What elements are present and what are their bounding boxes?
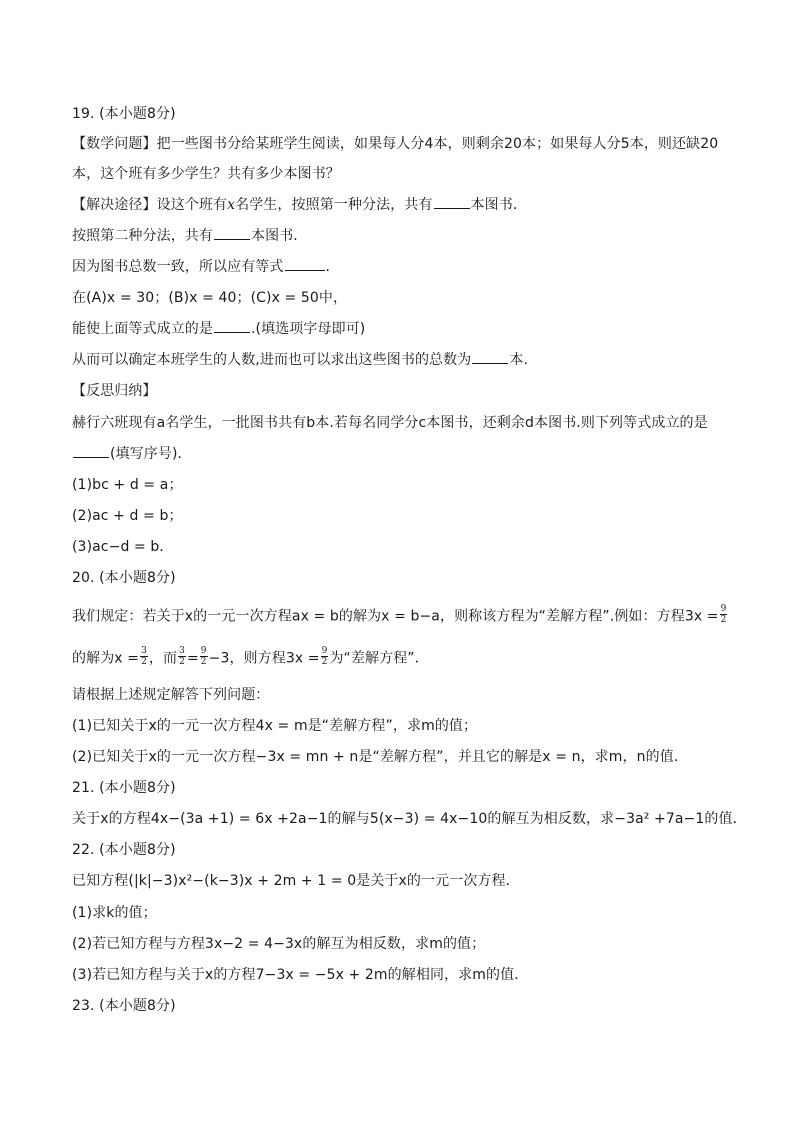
definition-text: 我们规定：若关于x的一元一次方程ax = b的解为x = b−a，则称该方程为“差解方程”.例如：方程3x = bbox=[72, 608, 719, 625]
q20-ask: 请根据上述规定解答下列问题： bbox=[72, 687, 270, 703]
fraction-numerator: 9 bbox=[720, 604, 727, 614]
choose-text-a: 能使上面等式成立的是 bbox=[72, 321, 213, 337]
q19-header: 19. (本小题8分) bbox=[72, 106, 176, 122]
q19-item-2: (2)ac + d = b； bbox=[72, 508, 183, 524]
q21-text: 关于x的方程4x−(3a +1) = 6x +2a−1的解与5(x−3) = 4x−10的解互为相反数，求−3a² +7a−1的值． bbox=[72, 811, 747, 827]
equation-text-b: ． bbox=[325, 259, 340, 275]
fraction-three-halves bbox=[178, 646, 186, 667]
second-text-b: 本图书． bbox=[251, 228, 308, 244]
q19-equation bbox=[72, 257, 340, 277]
q22-sub-2: (2)若已知方程与方程3x−2 = 4−3x的解互为相反数，求m的值； bbox=[72, 936, 486, 952]
approach-text-a: 设这个班有 bbox=[156, 197, 228, 213]
q22-text: 已知方程(|k|−3)x²−(k−3)x + 2m + 1 = 0是关于x的一元一次方程． bbox=[72, 873, 520, 889]
fill-text: (填写序号)． bbox=[110, 446, 192, 462]
q19-options: 在(A)x = 30；(B)x = 40；(C)x = 50中， bbox=[72, 290, 348, 306]
answer-blank bbox=[285, 257, 325, 271]
fraction-denominator: 2 bbox=[720, 615, 727, 625]
answer-blank bbox=[434, 195, 470, 209]
example-text-b: ，而 bbox=[148, 650, 178, 667]
answer-blank bbox=[214, 319, 250, 333]
example-text-c: = bbox=[186, 650, 199, 667]
q20-sub-2: (2)已知关于x的一元一次方程−3x = mn + n是“差解方程”，并且它的解是x = n，求m，n的值． bbox=[72, 749, 688, 765]
q19-item-1: (1)bc + d = a； bbox=[72, 477, 183, 493]
fraction-denominator: 2 bbox=[179, 657, 185, 667]
q19-choose bbox=[72, 319, 365, 339]
fraction-numerator: 3 bbox=[179, 646, 185, 656]
fraction-three-halves bbox=[140, 646, 148, 667]
choose-text-b: .(填选项字母即可) bbox=[251, 321, 366, 337]
q22-sub-3: (3)若已知方程与关于x的方程7−3x = −5x + 2m的解相同，求m的值． bbox=[72, 967, 529, 983]
q23-header: 23. (本小题8分) bbox=[72, 998, 176, 1014]
q19-reflect-text: 赫行六班现有a名学生，一批图书共有b本.若每名同学分c本图书，还剩余d本图书.则下列等式成立的是 bbox=[72, 415, 708, 431]
q19-second-method bbox=[72, 226, 307, 246]
q19-total bbox=[72, 350, 528, 370]
fraction-denominator: 2 bbox=[200, 657, 207, 667]
equation-text-a: 因为图书总数一致，所以应有等式 bbox=[72, 259, 284, 275]
q20-header: 20. (本小题8分) bbox=[72, 570, 176, 586]
problem-text: 把一些图书分给某班学生阅读，如果每人分4本，则剩余20本；如果每人分5本，则还缺20 bbox=[156, 136, 719, 152]
total-text-b: 本. bbox=[509, 352, 529, 368]
example-text-e: 为“差解方程”． bbox=[329, 650, 429, 667]
q20-sub-1: (1)已知关于x的一元一次方程4x = m是“差解方程”，求m的值； bbox=[72, 718, 478, 734]
q22-sub-1: (1)求k的值； bbox=[72, 905, 157, 921]
q19-problem-line2: 本，这个班有多少学生？共有多少本图书？ bbox=[72, 166, 340, 182]
total-text-a: 从而可以确定本班学生的人数,进而也可以求出这些图书的总数为 bbox=[72, 352, 472, 368]
q19-problem-line1 bbox=[72, 134, 718, 154]
q21-header: 21. (本小题8分) bbox=[72, 780, 176, 796]
example-text-a: 的解为x = bbox=[72, 650, 140, 667]
problem-tag: 【数学问题】 bbox=[72, 136, 157, 152]
fraction-denominator: 2 bbox=[321, 657, 328, 667]
q19-item-3: (3)ac−d = b． bbox=[72, 539, 174, 555]
answer-blank bbox=[472, 350, 508, 364]
second-text-a: 按照第二种分法，共有 bbox=[72, 228, 213, 244]
fraction-numerator: 3 bbox=[141, 646, 147, 656]
variable-x: x bbox=[227, 197, 236, 213]
q19-approach bbox=[72, 195, 527, 215]
fraction-numerator: 9 bbox=[200, 646, 207, 656]
example-text-d: −3，则方程3x = bbox=[208, 650, 320, 667]
fraction-nine-halves bbox=[321, 646, 329, 667]
fraction-numerator: 9 bbox=[321, 646, 328, 656]
approach-tag: 【解决途径】 bbox=[72, 197, 157, 213]
fraction-nine-halves bbox=[720, 604, 728, 625]
q20-definition bbox=[72, 606, 728, 627]
q19-reflect-fill bbox=[72, 444, 192, 464]
answer-blank bbox=[73, 444, 109, 458]
approach-text-b: 名学生，按照第一种分法，共有 bbox=[235, 197, 433, 213]
fraction-nine-halves bbox=[200, 646, 208, 667]
approach-text-c: 本图书． bbox=[470, 197, 527, 213]
fraction-denominator: 2 bbox=[141, 657, 147, 667]
q20-example bbox=[72, 648, 429, 669]
q19-reflect-tag: 【反思归纳】 bbox=[72, 383, 157, 399]
answer-blank bbox=[214, 226, 250, 240]
q22-header: 22. (本小题8分) bbox=[72, 842, 176, 858]
